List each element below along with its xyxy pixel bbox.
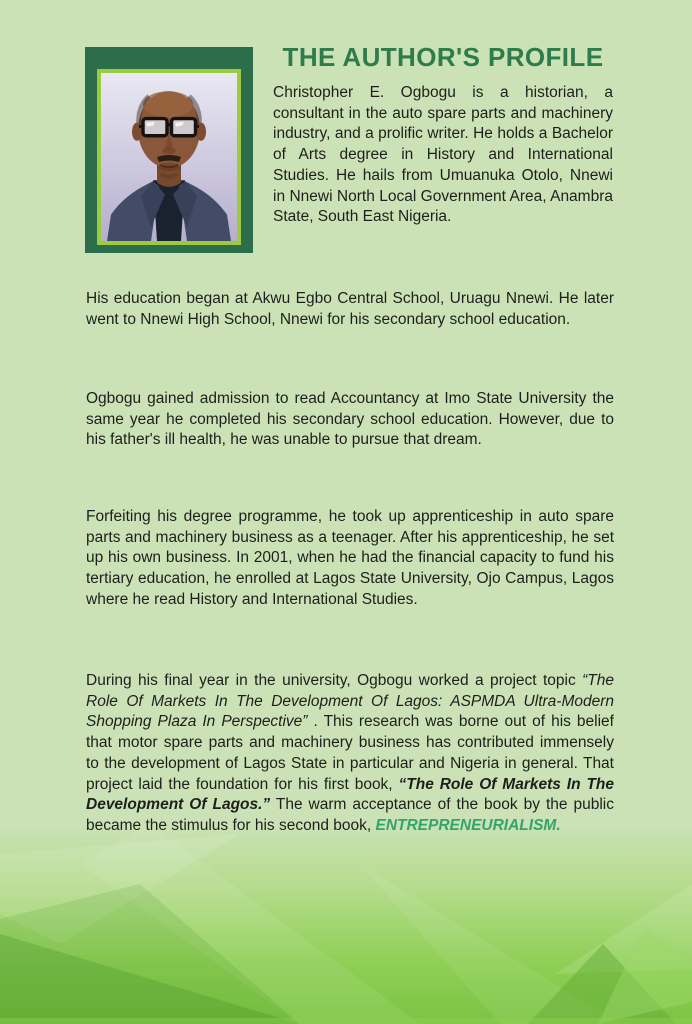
second-book-title: ENTREPRENEURIALISM. (375, 816, 561, 834)
final-paragraph-after-book: The warm acceptance of the book by the public became the stimulus for his second book, (86, 796, 614, 834)
education-paragraph: His education began at Akwu Egbo Central School, Uruagu Nnewi. He later went to Nnewi High School, Nnewi for his secondary school education. (86, 290, 614, 328)
apprenticeship-paragraph: Forfeiting his degree programme, he took up apprenticeship in auto spare parts and machinery business as a teenager. After his apprenticeship, he set up his own business. In 2001, when he had the financial capacity to fund his tertiary education, he enrolled at Lagos State University, Ojo Campus, Lagos where he read History and International Studies. (86, 508, 614, 608)
author-photo (97, 69, 241, 245)
final-paragraph-middle: . This research was borne out of his belief that motor spare parts and machinery business has contributed immensely to the development of Lagos State in particular and Nigeria in general. That project laid the foundation for his first book, (86, 713, 614, 793)
intro-paragraph: Christopher E. Ogbogu is a historian, a consultant in the auto spare parts and machinery industry, and a prolific writer. He holds a Bachelor of Arts degree in History and International Studies. He hails from Umuanuka Otolo, Nnewi in Nnewi North Local Government Area, Anambra State, South East Nigeria. (273, 84, 613, 226)
deco-bottom-strip (0, 1018, 692, 1024)
final-paragraph (86, 671, 614, 837)
author-photo-frame (85, 47, 253, 253)
admission-paragraph: Ogbogu gained admission to read Accountancy at Imo State University the same year he completed his secondary school education. However, due to his father's ill health, he was unable to pursue that dream. (86, 390, 614, 449)
page-title: THE AUTHOR'S PROFILE (282, 42, 604, 72)
project-topic-title: “The Role Of Markets In The Development Of Lagos: ASPMDA Ultra-Modern Shopping Plaza In Perspective” (86, 672, 614, 731)
author-portrait-illustration (101, 73, 237, 241)
first-book-title: “The Role Of Markets In The Development Of Lagos.” (86, 775, 614, 814)
polygon-footer-decoration (0, 824, 692, 1024)
final-paragraph-lead: During his final year in the university, Ogbogu worked a project topic (86, 672, 583, 689)
